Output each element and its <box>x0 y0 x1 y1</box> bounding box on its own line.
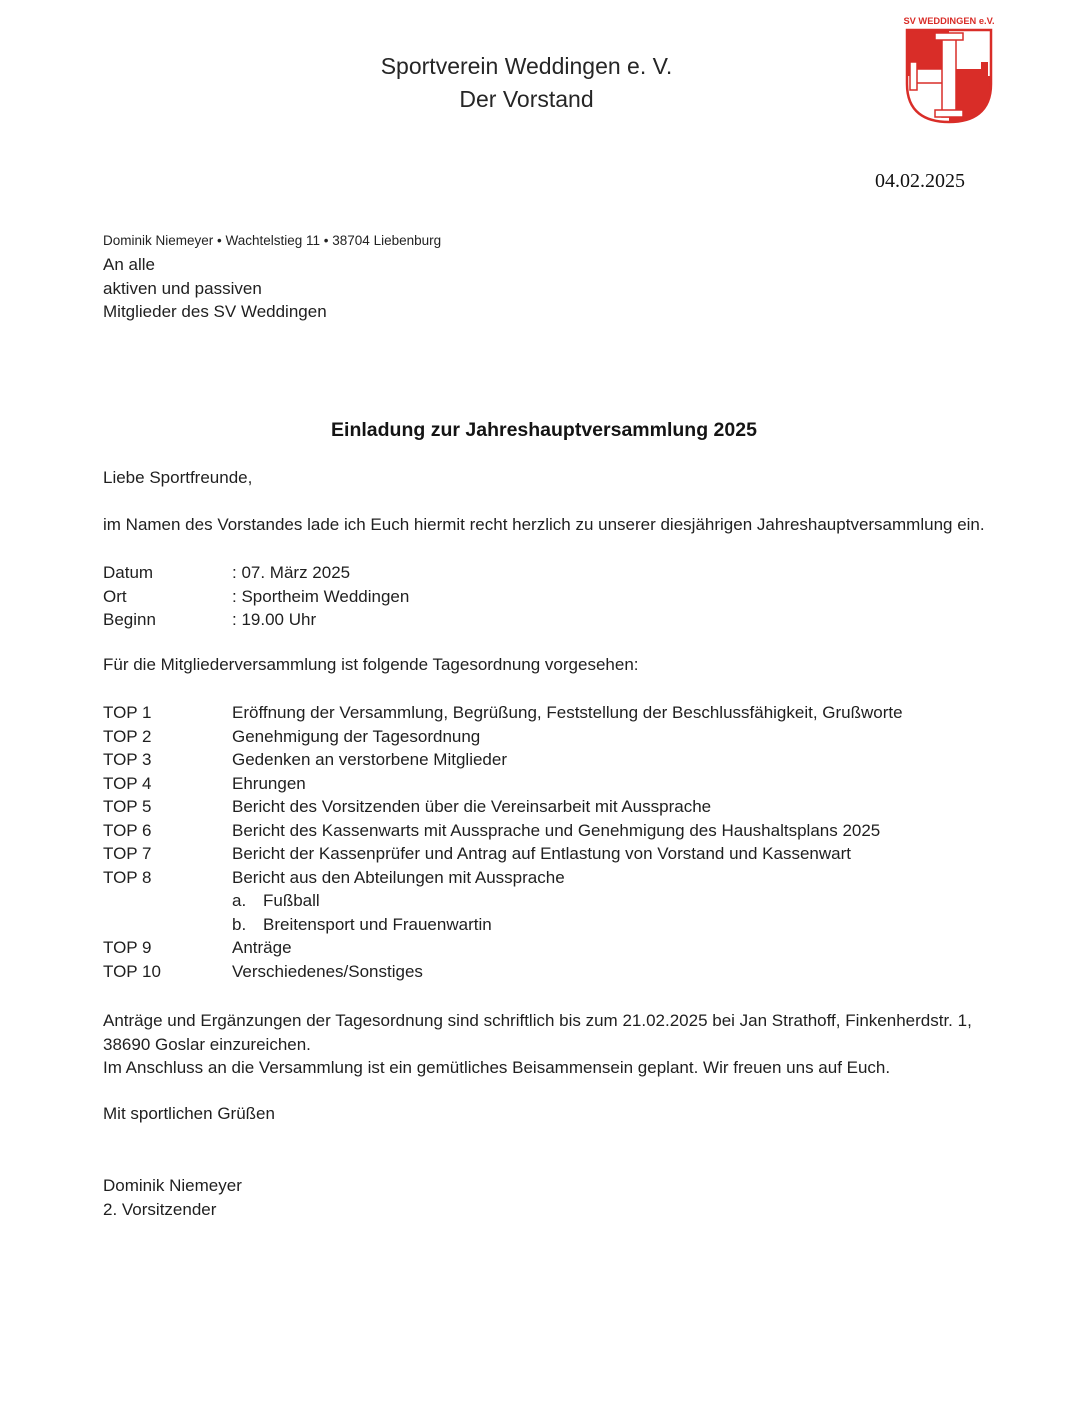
agenda-label: TOP 4 <box>103 773 152 793</box>
intro-paragraph: im Namen des Vorstandes lade ich Euch hiermit recht herzlich zu unserer diesjährigen Jahreshauptversammlung ein. <box>103 514 985 534</box>
letter-date: 04.02.2025 <box>875 170 965 192</box>
agenda-label <box>103 913 232 937</box>
closing-paragraph <box>103 1009 1007 1080</box>
letter-title: Einladung zur Jahreshauptversammlung 2025 <box>331 419 757 441</box>
signature-role: 2. Vorsitzender <box>103 1199 217 1219</box>
club-crest-icon <box>894 14 1004 128</box>
agenda-text: Anträge <box>232 938 292 957</box>
agenda-label: TOP 8 <box>103 867 152 887</box>
agenda-subitem <box>232 913 1007 937</box>
club-crest-logo <box>894 14 1004 128</box>
subitem-text: Breitensport und Frauenwartin <box>263 914 492 934</box>
logo-text: SV WEDDINGEN e.V. <box>903 16 995 26</box>
agenda-text: Verschiedenes/Sonstiges <box>232 961 423 981</box>
closing-line: Anträge und Ergänzungen der Tagesordnung sind schriftlich bis zum 21.02.2025 bei Jan Strathoff, Finkenherdstr. 1, <box>103 1011 972 1030</box>
subitem-marker: a. <box>232 891 247 910</box>
agenda-label: TOP 3 <box>103 750 152 769</box>
subitem-text: Fußball <box>263 891 320 910</box>
recipient-line: Mitglieder des SV Weddingen <box>103 302 327 321</box>
signature-block <box>103 1174 1007 1221</box>
salutation: Liebe Sportfreunde, <box>103 468 253 487</box>
agenda-text: Ehrungen <box>232 773 306 793</box>
meeting-details <box>103 561 1007 632</box>
signature-name: Dominik Niemeyer <box>103 1176 242 1195</box>
agenda-text: Genehmigung der Tagesordnung <box>232 726 481 746</box>
detail-value: : Sportheim Weddingen <box>232 586 410 606</box>
agenda-text: Gedenken an verstorbene Mitglieder <box>232 750 507 769</box>
regards-line: Mit sportlichen Grüßen <box>103 1103 275 1123</box>
letter-body <box>103 466 1007 1221</box>
sender-line: Dominik Niemeyer • Wachtelstieg 11 • 38704 Liebenburg <box>103 233 442 248</box>
agenda-text: Bericht des Kassenwarts mit Aussprache und Genehmigung des Haushaltsplans 2025 <box>232 820 881 840</box>
recipient-block <box>103 253 327 324</box>
agenda-intro: Für die Mitgliederversammlung ist folgende Tagesordnung vorgesehen: <box>103 654 639 674</box>
recipient-line: An alle <box>103 255 155 274</box>
agenda-list <box>103 701 1007 983</box>
org-name: Sportverein Weddingen e. V. <box>380 53 673 79</box>
detail-value: : 19.00 Uhr <box>232 610 317 629</box>
agenda-label: TOP 9 <box>103 938 152 957</box>
subitem-marker: b. <box>232 914 247 934</box>
agenda-text: Bericht der Kassenprüfer und Antrag auf Entlastung von Vorstand und Kassenwart <box>232 844 851 863</box>
org-header <box>103 50 950 116</box>
agenda-label <box>103 889 232 913</box>
agenda-label: TOP 10 <box>103 961 161 981</box>
agenda-label: TOP 6 <box>103 820 152 840</box>
recipient-line: aktiven und passiven <box>103 278 262 298</box>
detail-label: Ort <box>103 586 127 606</box>
agenda-text: Bericht aus den Abteilungen mit Aussprache <box>232 867 565 887</box>
detail-label: Datum <box>103 563 154 582</box>
detail-value: : 07. März 2025 <box>232 563 351 582</box>
agenda-label: TOP 5 <box>103 797 152 816</box>
closing-line: Im Anschluss an die Versammlung ist ein gemütliches Beisammensein geplant. Wir freuen uns auf Euch. <box>103 1058 891 1077</box>
agenda-subitem <box>232 889 1007 913</box>
closing-line: 38690 Goslar einzureichen. <box>103 1034 311 1054</box>
agenda-label: TOP 1 <box>103 703 152 722</box>
detail-label: Beginn <box>103 610 156 629</box>
agenda-label: TOP 2 <box>103 726 152 746</box>
agenda-label: TOP 7 <box>103 844 152 863</box>
agenda-text: Eröffnung der Versammlung, Begrüßung, Feststellung der Beschlussfähigkeit, Grußworte <box>232 703 903 722</box>
org-subtitle: Der Vorstand <box>459 86 594 112</box>
agenda-text: Bericht des Vorsitzenden über die Vereinsarbeit mit Aussprache <box>232 797 712 816</box>
